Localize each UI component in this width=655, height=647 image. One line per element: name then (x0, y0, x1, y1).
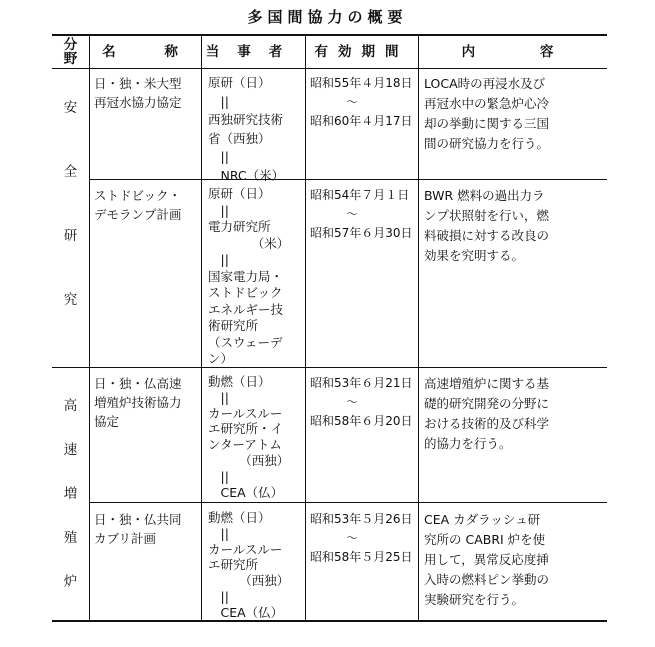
row-period: 昭和53年５月26日 〜 昭和58年５月25日 (310, 512, 413, 564)
row-parties: 動燃（日） || カールスルー エ研究所・イ ンターアトム （西独） || CEA（仏） (208, 374, 290, 500)
section-field-safety: 安 全 研 究 (63, 100, 78, 308)
row-parties: 原研（日） || 西独研究技術 省（西独） || NRC（米） (208, 75, 285, 183)
row-parties: 原研（日） || 電力研究所 （米） || 国家電力局・ ストドビック エネルギー技 術研究所 （スウェーデ ン） (208, 186, 290, 366)
column-divider (201, 36, 202, 620)
row-divider (89, 502, 607, 503)
row-content: CEA カダラッシュ研 究所の CABRI 炉を使 用して，異常反応度挿 入時の燃料ピン挙動の 実験研究を行う。 (424, 512, 550, 607)
row-parties: 動燃（日） || カールスルー エ研究所 （西独） || CEA（仏） (208, 510, 290, 620)
row-name: 日・独・仏共同 カブリ計画 (94, 512, 182, 546)
page-title: 多国間協力の概要 (247, 8, 408, 26)
row-name: ストドビック・ デモランプ計画 (94, 188, 182, 222)
column-divider (418, 36, 419, 620)
header-field: 分 野 (63, 37, 78, 67)
header-divider (52, 68, 607, 69)
row-period: 昭和55年４月18日 〜 昭和60年４月17日 (310, 76, 413, 128)
row-content: LOCA時の再浸水及び 再冠水中の緊急炉心冷 却の挙動に関する三国 間の研究協力を行う。 (424, 76, 550, 151)
column-divider (89, 36, 90, 620)
row-content: BWR 燃料の過出力ラ ンプ状照射を行い，燃 料破損に対する改良の 効果を究明する。 (424, 188, 550, 263)
header-content: 内 容 (461, 44, 584, 60)
header-name: 名 称 (102, 44, 200, 60)
row-content: 高速増殖炉に関する基 礎的研究開発の分野に おける技術的及び科学 的協力を行う。 (424, 376, 550, 451)
header-period: 有効期間 (314, 44, 409, 60)
row-divider (89, 179, 607, 180)
row-period: 昭和53年６月21日 〜 昭和58年６月20日 (310, 376, 413, 428)
section-field-fbr: 高 速 増 殖 炉 (63, 398, 78, 590)
row-period: 昭和54年７月１日 〜 昭和57年６月30日 (310, 188, 413, 240)
header-parties: 当事者 (205, 44, 301, 60)
column-divider (305, 36, 306, 620)
row-name: 日・独・米大型 再冠水協力協定 (94, 76, 182, 110)
row-name: 日・独・仏高速 増殖炉技術協力 協定 (94, 376, 182, 429)
cooperation-table (52, 34, 607, 622)
section-divider (52, 367, 607, 368)
